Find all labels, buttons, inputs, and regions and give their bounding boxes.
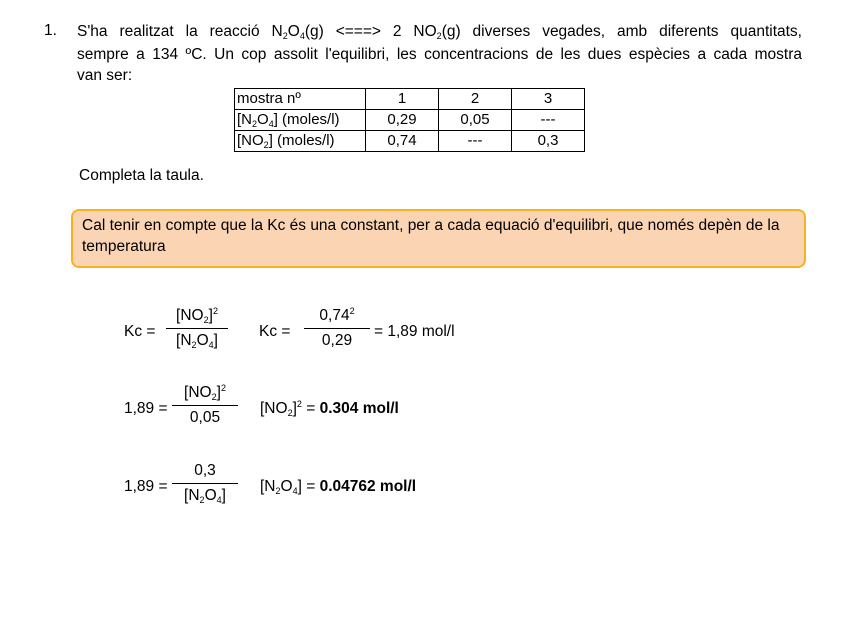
eq2-lhs: 1,89 = [124,400,168,417]
fraction-bar [304,328,370,329]
table-cell: 0,74 [366,131,439,152]
table-col-header: 3 [512,89,585,110]
kc-value-denominator: 0,29 [321,332,353,349]
table-row [235,89,585,110]
instruction-text: Completa la taula. [79,167,204,184]
table-row [235,110,585,131]
question-line-1: S'ha realitzat la reacció $N_2O_4(g)$ <===> 2 $NO_2(g)$ diverses vegades, amb diferents quantitats, [77,23,802,41]
kc-result: = 1,89 mol/l [374,323,455,340]
table-col-header: 2 [439,89,512,110]
table-cell: 0,3 [512,131,585,152]
kc-numerator: $[NO_2]^2$ [176,306,218,325]
eq2-result: $[NO_2]^2 = 0.304$ mol/l [260,399,399,418]
table-cell: --- [439,131,512,152]
table-cell: 0,29 [366,110,439,131]
note-box [71,209,806,268]
kc-value-fraction [304,307,370,350]
table-cell: 0,05 [439,110,512,131]
question-line-3: van ser: [77,67,133,84]
eq2-numerator: $[NO_2]^2$ [184,383,226,402]
note-text: Cal tenir en compte que la Kc és una constant, per a cada equació d'equilibri, que només depèn de la temperatura [82,217,780,255]
table-col-header: 1 [366,89,439,110]
fraction-bar [172,405,238,406]
kc-label: Kc = [124,323,156,340]
table-row [235,131,585,152]
fraction-bar [166,328,228,329]
eq3-lhs: 1,89 = [124,478,168,495]
kc-fraction [166,307,228,350]
eq3-fraction [172,462,238,505]
eq3-numerator: 0,3 [194,462,216,479]
eq3-result: $[N_2O_4] = 0.04762$ mol/l [260,478,417,496]
eq2-fraction [172,384,238,427]
kc-label-2: Kc = [259,323,291,340]
concentration-table [234,88,585,152]
table-header-label: mostra nº [235,89,366,110]
kc-value-numerator: 0,74$^2$ [319,306,355,324]
fraction-bar [172,483,238,484]
question-line-2: sempre a 134 ºC. Un cop assolit l'equilibri, les concentracions de les dues espècies a cada mostra [77,46,802,63]
eq3-denominator: $[N_2O_4]$ [184,487,226,505]
kc-denominator: $[N_2O_4]$ [176,332,218,350]
row-label-n2o4: $[N_2O_4]$ (moles/l) [235,110,366,131]
table-cell: --- [512,110,585,131]
row-label-no2: $[NO_2]$ (moles/l) [235,131,366,152]
eq2-denominator: 0,05 [189,409,221,426]
question-number: 1. [44,22,57,39]
